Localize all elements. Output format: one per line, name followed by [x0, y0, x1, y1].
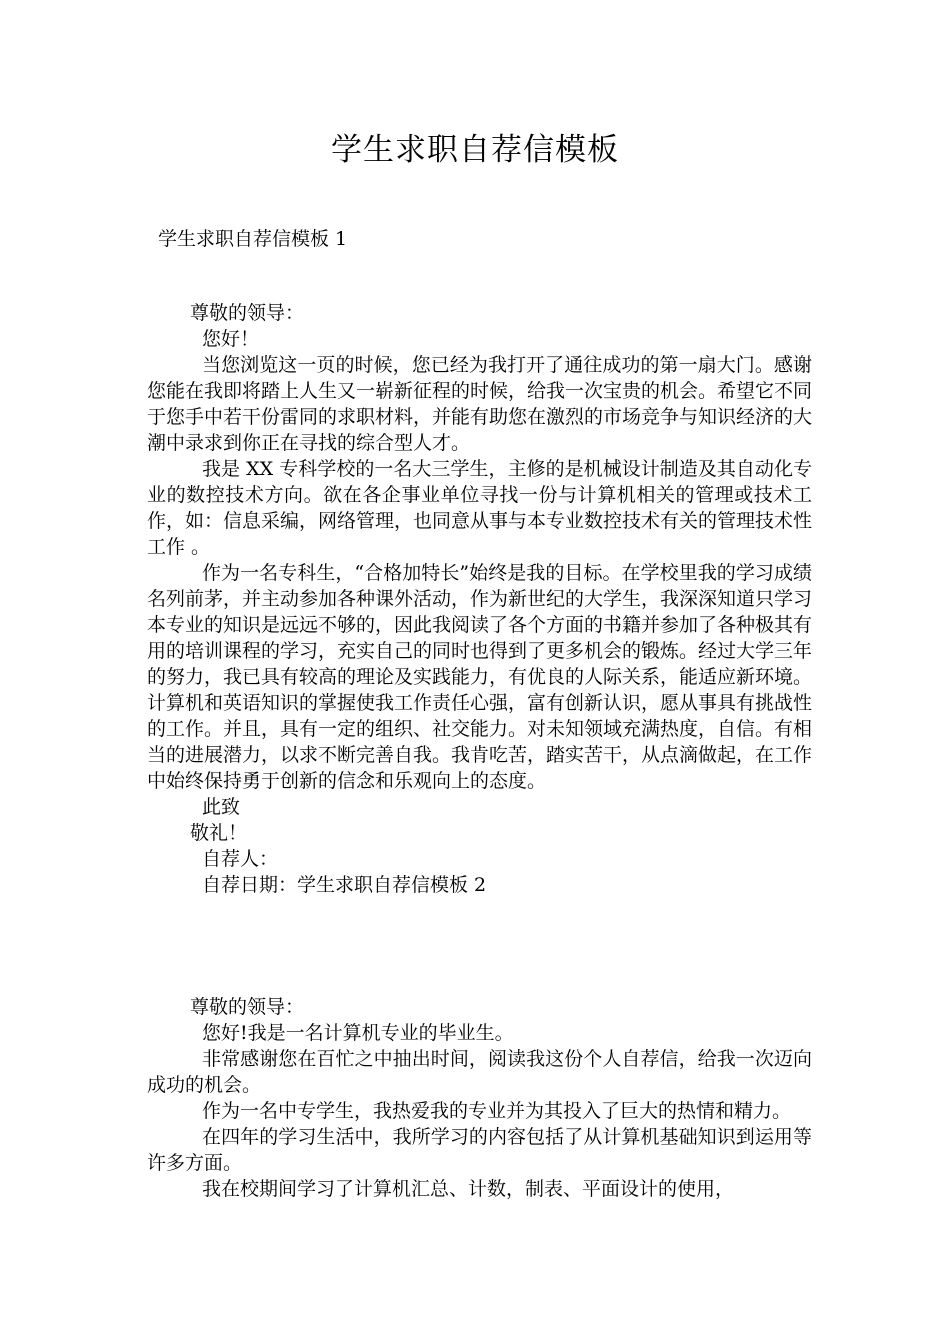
letter-1-paragraph-2: 我是 XX 专科学校的一名大三学生，主修的是机械设计制造及其自动化专业的数控技术方向。欲在各企事业单位寻找一份与计算机相关的管理或技术工作，如：信息采编，网络管理，也同意从事与本专业数控技术有关的管理技术性工作 。 [147, 458, 813, 558]
letter-2-paragraph-3: 在四年的学习生活中，我所学习的内容包括了从计算机基础知识到运用等许多方面。 [147, 1126, 812, 1174]
letter-1-paragraph-3: 作为一名专科生，“合格加特长”始终是我的目标。在学校里我的学习成绩名列前茅，并主动参加各种课外活动，作为新世纪的大学生，我深深知道只学习本专业的知识是远远不够的，因此我阅读了各个方面的书籍并参加了各种极其有用的培训课程的学习，充实自己的同时也得到了更多机会的锻炼。经过大学三年的努力，我已具有较高的理论及实践能力，有优良的人际关系，能适应新环境。计算机和英语知识的掌握使我工作责任心强，富有创新认识，愿从事具有挑战性的工作。并且，具有一定的组织、社交能力。对未知领域充满热度，自信。有相当的进展潜力，以求不断完善自我。我肯吃苦，踏实苦干，从点滴做起，在工作中始终保持勇于创新的信念和乐观向上的态度。 [147, 562, 813, 792]
letter-2-paragraph-2: 作为一名中专学生，我热爱我的专业并为其投入了巨大的热情和精力。 [202, 1100, 792, 1122]
letter-2-body [147, 994, 812, 1202]
letter-1-body [147, 300, 812, 898]
letter-1-heading: 学生求职自荐信模板 1 [158, 228, 348, 250]
document-title: 学生求职自荐信模板 [331, 132, 619, 168]
letter-1-paragraph-1: 当您浏览这一页的时候，您已经为我打开了通往成功的第一扇大门。感谢您能在我即将踏上人生又一崭新征程的时候，给我一次宝贵的机会。希望它不同于您手中若干份雷同的求职材料，并能有助您在激烈的市场竞争与知识经济的大潮中录求到你正在寻找的综合型人才。 [147, 354, 813, 454]
letter-2-paragraph-1: 非常感谢您在百忙之中抽出时间，阅读我这份个人自荐信，给我一次迈向成功的机会。 [147, 1048, 812, 1096]
letter-1-closing-2: 敬礼！ [190, 822, 248, 844]
letter-1-date-line: 自荐日期：学生求职自荐信模板 2 [202, 874, 487, 896]
letter-2-greeting: 您好!我是一名计算机专业的毕业生。 [202, 1022, 514, 1044]
letter-1-signature: 自荐人： [202, 848, 279, 870]
letter-1-greeting: 您好！ [202, 328, 260, 350]
letter-2-paragraph-4: 我在校期间学习了计算机汇总、计数，制表、平面设计的使用， [202, 1178, 735, 1200]
letter-1-salutation: 尊敬的领导： [190, 302, 305, 324]
letter-1-closing-1: 此致 [202, 796, 241, 818]
letter-2-salutation: 尊敬的领导： [190, 996, 305, 1018]
